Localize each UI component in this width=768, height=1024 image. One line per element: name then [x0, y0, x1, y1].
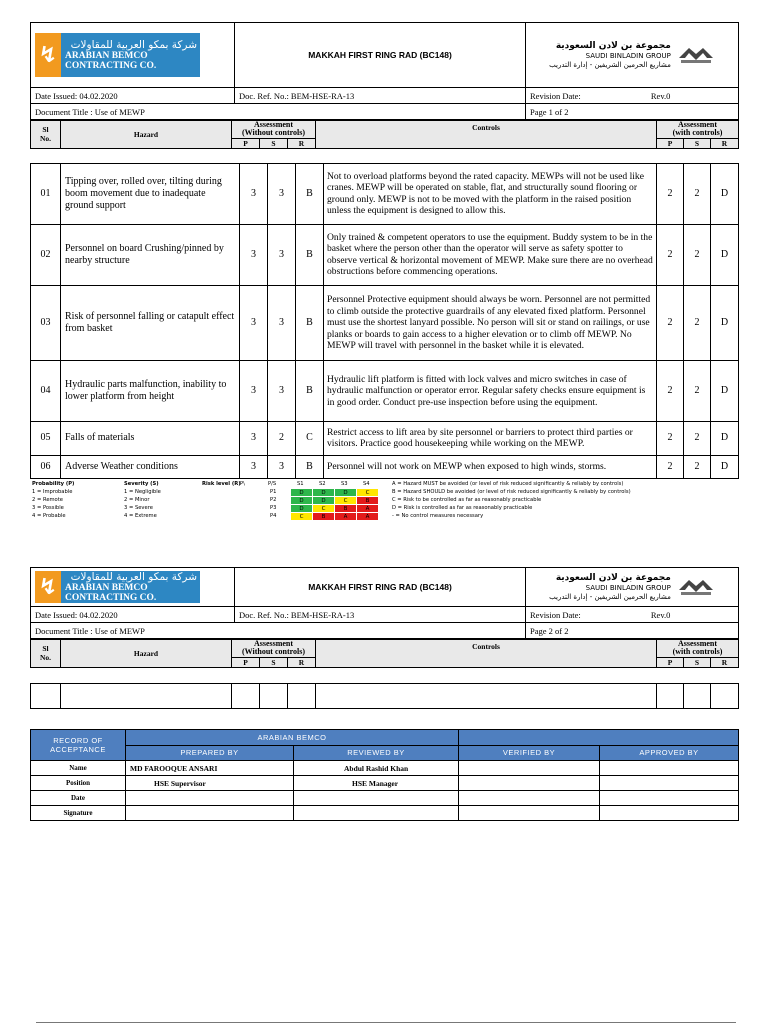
risk-controls: Restrict access to lift area by site personnel or barriers to protect third parties or visitors. Practice good housekeeping while working on the MEWP.	[324, 421, 657, 455]
matrix-cell: D	[313, 489, 334, 496]
col-s2: S	[684, 138, 711, 148]
document-header-2	[30, 567, 739, 639]
legend-note: C = Risk to be controlled as far as reasonably practicable	[392, 497, 542, 503]
record-of-acceptance	[30, 729, 739, 821]
risk-p-without: 3	[240, 421, 268, 455]
risk-controls: Not to overload platforms beyond the rated capacity. MEWPs will not be used like cranes. MEWP will be operated on stable, flat, and structurally sound flooring or ground only. MEWP is not to be moved with the platform in the raised position unless the equipment is designed to allow this.	[324, 163, 657, 224]
page-2	[30, 567, 739, 709]
ps-label: P\	[240, 481, 245, 487]
risk-r-with: D	[711, 421, 739, 455]
legend-note: D = Risk is controlled as far as reasonably practicable	[392, 505, 533, 511]
legend-note: A = Hazard MUST be avoided (or level of risk reduced significantly & reliably by controls)	[392, 481, 624, 487]
matrix-cell: A	[357, 513, 378, 520]
risk-r-without: B	[296, 285, 324, 360]
arabian-bemco-logo	[35, 33, 200, 77]
position-row-label: Position	[31, 776, 126, 791]
table-row	[31, 455, 739, 478]
risk-hazard: Risk of personnel falling or catapult effect from basket	[61, 285, 240, 360]
risk-s-without: 3	[268, 163, 296, 224]
revision-cell	[526, 607, 739, 623]
risk-controls: Personnel will not work on MEWP when exposed to high winds, storms.	[324, 455, 657, 478]
risk-p-with: 2	[657, 421, 684, 455]
risk-sl-no: 01	[31, 163, 61, 224]
col-s: S	[260, 657, 288, 667]
risk-table	[30, 163, 739, 479]
page-1	[30, 22, 739, 479]
matrix-col-label: S1	[297, 481, 304, 487]
risk-s-without: 3	[268, 360, 296, 421]
column-header-table-2	[30, 639, 739, 668]
matrix-row-label: P4	[270, 513, 277, 519]
page-number: Page 2 of 2	[526, 623, 739, 639]
matrix-row-label: P3	[270, 505, 277, 511]
table-row	[31, 285, 739, 360]
risk-p-without: 3	[240, 163, 268, 224]
matrix-cell: D	[313, 497, 334, 504]
prepared-by-header: PREPARED BY	[126, 745, 294, 761]
revision-date: Revision Date:	[530, 609, 581, 620]
legend-note: - = No control measures necessary	[392, 513, 484, 519]
probability-item: 3 = Possible	[32, 505, 64, 511]
saudi-binladin-logo	[530, 41, 734, 70]
col-assessment-with: Assessment (with controls)	[657, 121, 739, 139]
page-number: Page 1 of 2	[526, 104, 739, 120]
record-of-acceptance-label: RECORD OF ACCEPTANCE	[31, 730, 126, 761]
date-issued: Date Issued: 04.02.2020	[31, 88, 235, 104]
company-name-arabic: شركة بمكو العربية للمقاولات	[70, 39, 197, 51]
col-sl-no: Sl No.	[31, 640, 61, 668]
column-header-table	[30, 120, 739, 149]
col-p: P	[232, 138, 260, 148]
table-row	[31, 776, 739, 791]
risk-s-without: 2	[268, 421, 296, 455]
risk-hazard: Personnel on board Crushing/pinned by nearby structure	[61, 224, 240, 285]
risk-r-with: D	[711, 285, 739, 360]
risk-level-title: Risk level (R)	[202, 481, 241, 487]
arabian-bemco-label: ARABIAN BEMCO	[126, 730, 459, 746]
risk-s-with: 2	[684, 285, 711, 360]
table-row	[31, 761, 739, 776]
partner-subtitle-arabic: مشاريع الحرمين الشريفين - إدارة التدريب	[549, 592, 671, 601]
probability-title: Probability (P)	[32, 481, 75, 487]
risk-hazard: Falls of materials	[61, 421, 240, 455]
matrix-cell: C	[313, 505, 334, 512]
risk-p-with: 2	[657, 285, 684, 360]
col-sl-no: Sl No.	[31, 121, 61, 149]
severity-item: 2 = Minor	[124, 497, 150, 503]
partner-logo-cell	[526, 23, 739, 88]
table-row	[31, 421, 739, 455]
risk-r-without: C	[296, 421, 324, 455]
date-row-label: Date	[31, 791, 126, 806]
matrix-cell: C	[291, 513, 312, 520]
matrix-cell: D	[291, 489, 312, 496]
risk-p-without: 3	[240, 360, 268, 421]
risk-s-without: 3	[268, 224, 296, 285]
revision-cell	[526, 88, 739, 104]
company-name-english: ARABIAN BEMCO CONTRACTING CO.	[65, 51, 157, 71]
risk-p-with: 2	[657, 224, 684, 285]
project-title: MAKKAH FIRST RING RAD (BC148)	[235, 23, 526, 88]
bemco-mark-icon: ↯	[35, 33, 61, 77]
col-controls: Controls	[316, 640, 657, 668]
risk-r-with: D	[711, 224, 739, 285]
col-s: S	[260, 138, 288, 148]
risk-s-with: 2	[684, 360, 711, 421]
company-name-english: ARABIAN BEMCO CONTRACTING CO.	[65, 583, 157, 603]
matrix-cell: A	[357, 505, 378, 512]
table-row	[31, 791, 739, 806]
risk-p-without: 3	[240, 224, 268, 285]
page-footer-line	[36, 1022, 736, 1023]
risk-hazard: Hydraulic parts malfunction, inability to lower platform from height	[61, 360, 240, 421]
prepared-name: MD FAROOQUE ANSARI	[126, 761, 294, 776]
risk-controls: Only trained & competent operators to use the equipment. Buddy system to be in the basket where the person other than the operator will serve as safety spotter to observe vertical & horizontal movement of MEWP. Make sure there are no overhead obstructions before commencing operations.	[324, 224, 657, 285]
doc-ref-no: Doc. Ref. No.: BEM-HSE-RA-13	[235, 88, 526, 104]
partner-name-english: SAUDI BINLADIN GROUP	[585, 583, 671, 592]
approved-by-header: APPROVED BY	[600, 745, 739, 761]
doc-ref-no: Doc. Ref. No.: BEM-HSE-RA-13	[235, 607, 526, 623]
col-hazard: Hazard	[61, 121, 232, 149]
risk-hazard: Adverse Weather conditions	[61, 455, 240, 478]
ps-axis-label: P/S	[268, 481, 277, 487]
partner-name-english: SAUDI BINLADIN GROUP	[585, 51, 671, 60]
name-row-label: Name	[31, 761, 126, 776]
risk-r-without: B	[296, 224, 324, 285]
matrix-col-label: S2	[319, 481, 326, 487]
matrix-row-label: P2	[270, 497, 277, 503]
risk-s-with: 2	[684, 421, 711, 455]
risk-p-with: 2	[657, 455, 684, 478]
table-row	[31, 163, 739, 224]
table-row	[31, 683, 739, 708]
col-r: R	[288, 657, 316, 667]
table-row	[31, 360, 739, 421]
severity-item: 4 = Extreme	[124, 513, 157, 519]
revision-number: Rev.0	[650, 90, 671, 101]
col-p: P	[232, 657, 260, 667]
empty-risk-row-table	[30, 683, 739, 709]
probability-item: 4 = Probable	[32, 513, 66, 519]
document-title: Document Title : Use of MEWP	[31, 623, 526, 639]
risk-p-without: 3	[240, 455, 268, 478]
risk-r-with: D	[711, 360, 739, 421]
severity-title: Severity (S)	[124, 481, 159, 487]
arabian-bemco-logo	[35, 571, 200, 603]
probability-item: 2 = Remote	[32, 497, 63, 503]
partner-subtitle-arabic: مشاريع الحرمين الشريفين - إدارة التدريب	[549, 60, 671, 69]
matrix-cell: B	[335, 505, 356, 512]
risk-sl-no: 04	[31, 360, 61, 421]
legend-note: B = Hazard SHOULD be avoided (or level of risk reduced significantly & reliably by controls)	[392, 489, 631, 495]
col-p2: P	[657, 138, 684, 148]
risk-r-with: D	[711, 163, 739, 224]
matrix-cell: D	[291, 505, 312, 512]
project-title: MAKKAH FIRST RING RAD (BC148)	[235, 568, 526, 607]
revision-date: Revision Date:	[530, 90, 581, 101]
reviewed-position: HSE Manager	[294, 776, 459, 791]
matrix-cell: C	[357, 489, 378, 496]
matrix-cell: C	[335, 497, 356, 504]
col-hazard: Hazard	[61, 640, 232, 668]
risk-s-with: 2	[684, 163, 711, 224]
col-r2: R	[711, 138, 739, 148]
col-controls: Controls	[316, 121, 657, 149]
risk-r-with: D	[711, 455, 739, 478]
probability-item: 1 = Improbable	[32, 489, 73, 495]
severity-item: 3 = Severe	[124, 505, 153, 511]
document-title: Document Title : Use of MEWP	[31, 104, 526, 120]
risk-legend	[30, 481, 739, 529]
partner-name-arabic: مجموعة بن لادن السعودية	[555, 40, 671, 51]
risk-controls: Personnel Protective equipment should always be worn. Personnel are not permitted to climb outside the protective guardrails of any elevated fixed platform. Personnel must use the shortest lanyard possible. No person will sit or stand on railings, or use planks or boards to gain access to a higher elevation or to climb off MEWP. No MEWP will travel with personnel in the basket while it is elevated.	[324, 285, 657, 360]
matrix-cell: A	[335, 513, 356, 520]
risk-s-without: 3	[268, 455, 296, 478]
matrix-cell: B	[313, 513, 334, 520]
date-issued: Date Issued: 04.02.2020	[31, 607, 235, 623]
verified-by-header: VERIFIED BY	[459, 745, 600, 761]
col-r: R	[288, 138, 316, 148]
col-assessment-without: Assessment (Without controls)	[232, 640, 316, 658]
prepared-position: HSE Supervisor	[126, 776, 294, 791]
company-logo-cell	[31, 23, 235, 88]
reviewed-name: Abdul Rashid Khan	[294, 761, 459, 776]
risk-s-without: 3	[268, 285, 296, 360]
company-logo-cell	[31, 568, 235, 607]
col-assessment-without: Assessment (Without controls)	[232, 121, 316, 139]
table-row	[31, 224, 739, 285]
document-header	[30, 22, 739, 120]
risk-sl-no: 06	[31, 455, 61, 478]
matrix-cell: B	[357, 497, 378, 504]
risk-s-with: 2	[684, 224, 711, 285]
risk-r-without: B	[296, 455, 324, 478]
company-name-arabic: شركة بمكو العربية للمقاولات	[70, 571, 197, 583]
severity-item: 1 = Negligible	[124, 489, 161, 495]
matrix-row-label: P1	[270, 489, 277, 495]
revision-number: Rev.0	[650, 609, 671, 620]
col-s2: S	[684, 657, 711, 667]
risk-hazard: Tipping over, rolled over, tilting during boom movement due to inadequate ground support	[61, 163, 240, 224]
risk-controls: Hydraulic lift platform is fitted with lock valves and micro switches in case of hydraulic malfunction or operator error. Regular safety checks ensure equipment is in good order. Conduct pre-use inspection before using the equipment.	[324, 360, 657, 421]
reviewed-by-header: REVIEWED BY	[294, 745, 459, 761]
risk-p-with: 2	[657, 360, 684, 421]
partner-name-arabic: مجموعة بن لادن السعودية	[555, 572, 671, 583]
risk-sl-no: 03	[31, 285, 61, 360]
binladin-emblem-icon	[677, 44, 715, 66]
risk-s-with: 2	[684, 455, 711, 478]
risk-r-without: B	[296, 163, 324, 224]
saudi-binladin-logo	[530, 573, 734, 602]
risk-sl-no: 02	[31, 224, 61, 285]
matrix-col-label: S4	[363, 481, 370, 487]
binladin-emblem-icon	[677, 576, 715, 598]
risk-r-without: B	[296, 360, 324, 421]
bemco-mark-icon: ↯	[35, 571, 61, 603]
col-r2: R	[711, 657, 739, 667]
table-row	[31, 806, 739, 821]
col-p2: P	[657, 657, 684, 667]
risk-sl-no: 05	[31, 421, 61, 455]
matrix-cell: D	[291, 497, 312, 504]
risk-p-without: 3	[240, 285, 268, 360]
col-assessment-with: Assessment (with controls)	[657, 640, 739, 658]
matrix-col-label: S3	[341, 481, 348, 487]
signature-row-label: Signature	[31, 806, 126, 821]
risk-p-with: 2	[657, 163, 684, 224]
matrix-cell: D	[335, 489, 356, 496]
partner-logo-cell	[526, 568, 739, 607]
